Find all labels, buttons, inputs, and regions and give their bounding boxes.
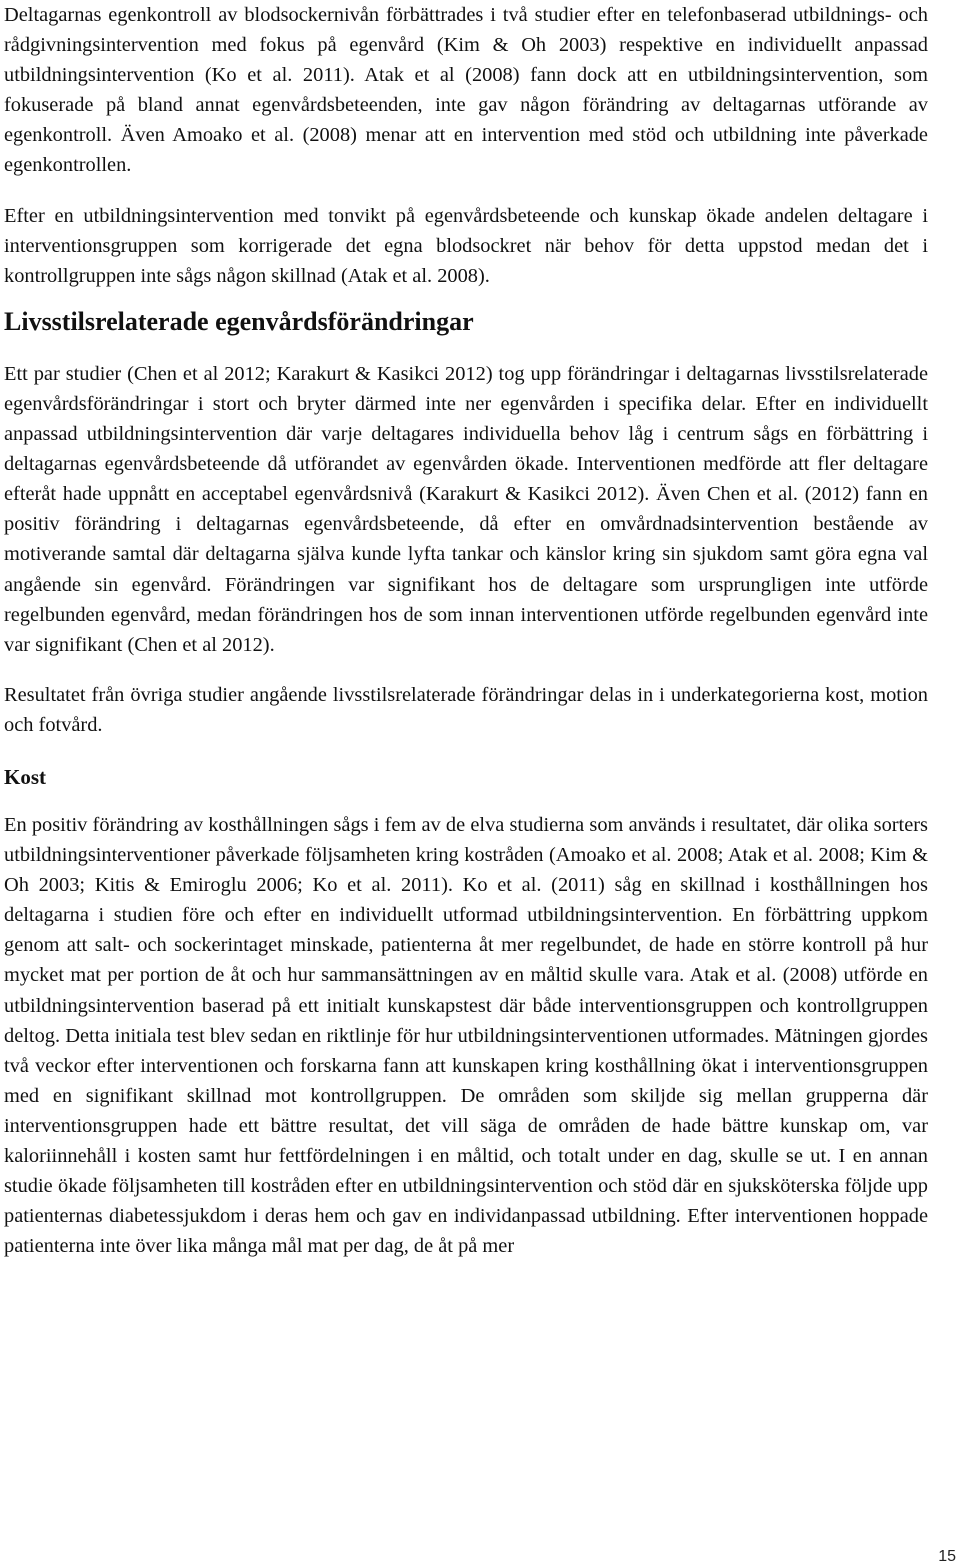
paragraph-blood-sugar-control: Deltagarnas egenkontroll av blodsockernivån förbättrades i två studier efter en telefonbaserad utbildnings- och rådgivningsintervention med fokus på egenvård (Kim & Oh 2003) respektive en individuellt anpassad utbildningsintervention (Ko et al. 2011). Atak et al (2008) fann dock att en utbildningsintervention, som fokuserade på bland annat egenvårdsbeteenden, inte gav någon förändring av deltagarnas utförande av egenkontroll. Även Amoako et al. (2008) menar att en intervention med stöd och utbildning inte påverkade egenkontrollen. bbox=[4, 4, 928, 177]
document-page bbox=[4, 0, 928, 1261]
paragraph-education-intervention: Efter en utbildningsintervention med tonvikt på egenvårdsbeteende och kunskap ökade andelen deltagare i interventionsgruppen som korrigerade det egna blodsockret när behov för detta uppstod medan det i kontrollgruppen inte sågs någon skillnad (Atak et al. 2008). bbox=[4, 204, 928, 287]
section-heading: Livsstilsrelaterade egenvårdsförändringar bbox=[4, 306, 474, 336]
page-number: 15 bbox=[938, 1548, 956, 1565]
subsection-heading-kost: Kost bbox=[4, 764, 46, 789]
paragraph-subcategories: Resultatet från övriga studier angående livsstilsrelaterade förändringar delas in i underkategorierna kost, motion och fotvård. bbox=[4, 683, 928, 736]
paragraph-lifestyle-changes: Ett par studier (Chen et al 2012; Karakurt & Kasikci 2012) tog upp förändringar i deltagarnas livsstilsrelaterade egenvårdsförändringar i stort och bryter därmed inte ner egenvården i specifika delar. Efter en individuellt anpassad utbildningsintervention där varje deltagares individuella behov låg i centrum sågs en förbättring i deltagarnas egenvårdsbeteende då utförandet av egenvården ökade. Interventionen medförde att fler deltagare efteråt hade uppnått en acceptabel egenvårdsnivå (Karakurt & Kasikci 2012). Även Chen et al. (2012) fann en positiv förändring i deltagarnas egenvårdsbeteende, då efter en omvårdnadsintervention bestående av motiverande samtal där deltagarna själva kunde lyfta tankar och känslor kring sin sjukdom samt göra egna val angående sin egenvård. Förändringen var signifikant hos de deltagare som ursprungligen inte utförde regelbunden egenvård, medan förändringen hos de som innan interventionen utförde regelbunden egenvård inte var signifikant (Chen et al 2012). bbox=[4, 362, 928, 656]
paragraph-diet: En positiv förändring av kosthållningen sågs i fem av de elva studierna som används i resultatet, där olika sorters utbildningsinterventioner påverkade följsamheten kring kostråden (Amoako et al. 2008; Atak et al. 2008; Kim & Oh 2003; Kitis & Emiroglu 2006; Ko et al. 2011). Ko et al. (2011) såg en skillnad i kosthållningen hos deltagarna i studien före och efter en individuellt utformad utbildningsintervention. En förbättring uppkom genom att salt- och sockerintaget minskade, patienterna åt mer regelbundet, de hade en större kontroll på hur mycket mat per portion de åt och hur sammansättningen av en måltid skulle vara. Atak et al. (2008) utförde en utbildningsintervention baserad på ett initialt kunskapstest där både interventionsgruppen och kontrollgruppen deltog. Detta initiala test blev sedan en riktlinje för hur utbildningsinterventionen utformades. Mätningen gjordes två veckor efter interventionen och forskarna fann att kunskapen kring kosthållning ökat i interventionsgruppen med en signifikant skillnad mot kontrollgruppen. De områden som skiljde sig mellan grupperna där interventionsgruppen hade ett bättre resultat, det vill säga de områden de hade bättre kunskap om, var kaloriinnehåll i kosten samt hur fettfördelningen i en måltid, och totalt under en dag, skulle se ut. I en annan studie ökade följsamheten till kostråden efter en utbildningsintervention och stöd där en sjuksköterska följde upp patienternas diabetessjukdom i deras hem och gav en individanpassad utbildning. Efter interventionen hoppade patienterna inte över lika många mål mat per dag, de åt på mer bbox=[4, 813, 928, 1258]
